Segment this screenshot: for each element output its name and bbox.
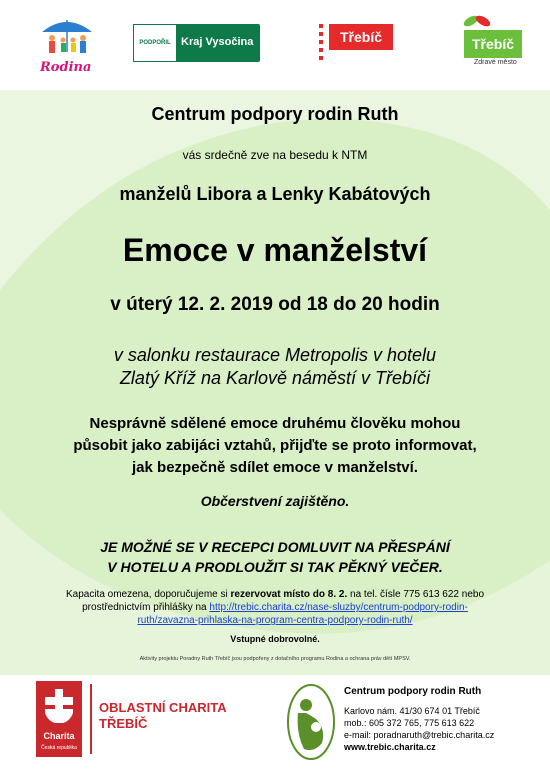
leaf-icon	[462, 12, 492, 30]
trebic-logo-text: Třebíč	[329, 24, 393, 50]
desc-line-1: Nesprávně sdělené emoce druhému člověku mohou	[89, 415, 461, 432]
hotel-line-1: JE MOŽNÉ SE V RECEPCI DOMLUVIT NA PŘESPÁNÍ	[100, 539, 450, 555]
charita-divider	[90, 684, 92, 754]
invite-text: vás srdečně zve na besedu k NTM	[182, 148, 368, 162]
charita-name-line1: OBLASTNÍ CHARITA	[99, 700, 227, 715]
capacity-text	[40, 588, 510, 627]
entry-text: Vstupné dobrovolné.	[230, 634, 320, 644]
family-umbrella-icon	[36, 12, 98, 62]
charita-logo-text1: Charita	[43, 731, 75, 741]
trebic-dots-icon	[317, 24, 325, 64]
hotel-line-2: V HOTELU A PRODLOUŽIT SI TAK PĚKNÝ VEČER.	[107, 559, 443, 575]
contact-block	[344, 686, 494, 753]
capacity-line2: prostřednictvím přihlášky na	[82, 602, 210, 613]
kraj-logo-left: PODPOŘIL	[133, 24, 177, 62]
place-line-2: Zlatý Kříž na Karlově náměstí v Třebíči	[119, 368, 431, 388]
footnote-text: Aktivity projektu Poradny Ruth Třebíč jsou podpořeny z dotačního programu Rodina a ochrana práv dětí MPSV.	[139, 656, 411, 662]
event-datetime: v úterý 12. 2. 2019 od 18 do 20 hodin	[110, 294, 440, 315]
trebic-logo	[315, 24, 393, 64]
kraj-vysocina-logo	[133, 24, 260, 62]
speakers-text: manželů Libora a Lenky Kabátových	[119, 184, 431, 204]
page-title: Centrum podpory rodin Ruth	[151, 104, 399, 124]
rodina-logo-text: Rodina	[40, 60, 92, 75]
charita-logo-text2: Česká republika	[41, 745, 77, 751]
event-title: Emoce v manželství	[122, 232, 428, 268]
hotel-notice	[0, 537, 550, 577]
capacity-pre: Kapacita omezena, doporučujeme si	[65, 589, 231, 600]
zdrave-logo-text: Třebíč	[464, 30, 522, 58]
contact-heading: Centrum podpory rodin Ruth	[344, 686, 482, 697]
rodina-logo	[36, 12, 98, 78]
refreshments-text: Občerstvení zajištěno.	[200, 493, 350, 509]
event-place	[0, 344, 550, 390]
registration-link-1[interactable]: http://trebic.charita.cz/nase-sluzby/centrum-podpory-rodin-	[209, 602, 468, 613]
contact-address: Karlovo nám. 41/30 674 01 Třebíč	[344, 706, 480, 716]
desc-line-3: jak bezpečně sdílet emoce v manželství.	[132, 459, 418, 476]
zdrave-mesto-logo	[452, 12, 530, 70]
registration-link-2[interactable]: ruth/zavazna-prihlaska-na-program-centra-podpory-rodin-ruth/	[137, 615, 413, 626]
capacity-bold: rezervovat místo do 8. 2.	[230, 589, 348, 600]
contact-email: e-mail: poradnaruth@trebic.charita.cz	[344, 730, 495, 740]
contact-website: www.trebic.charita.cz	[344, 742, 436, 752]
kraj-logo-text: Kraj Vysočina	[181, 36, 254, 48]
ruth-logo-icon	[286, 683, 336, 761]
capacity-post: na tel. čísle 775 613 622 nebo	[347, 589, 485, 600]
place-line-1: v salonku restaurace Metropolis v hotelu	[113, 345, 437, 365]
desc-line-2: působit jako zabijáci vztahů, přijďte se proto informovat,	[73, 437, 477, 454]
charita-logo	[36, 681, 82, 757]
event-description	[0, 413, 550, 479]
charita-cross-icon	[36, 681, 82, 757]
zdrave-logo-subtitle: Zdravé město	[474, 59, 517, 66]
contact-phone: mob.: 605 372 765, 775 613 622	[344, 718, 475, 728]
charita-name-line2: TŘEBÍČ	[99, 716, 148, 731]
